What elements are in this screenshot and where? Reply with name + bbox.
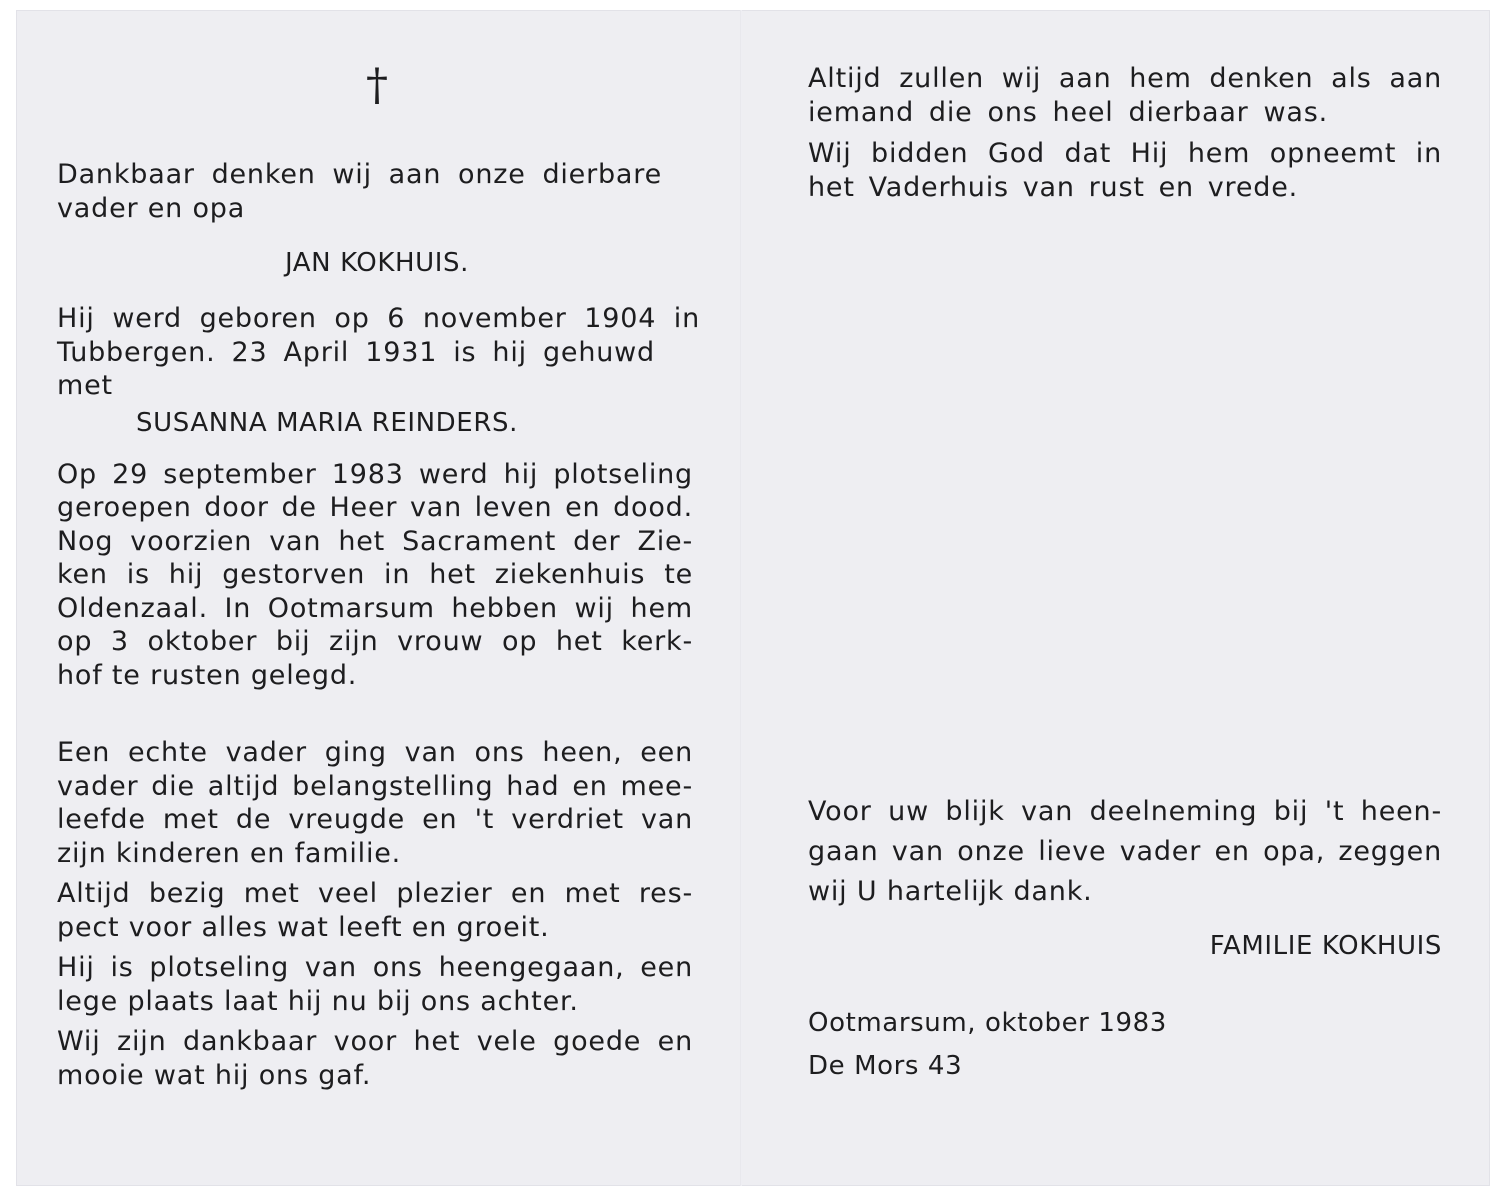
birth-text [57,302,700,403]
tribute-line: Wij zijn dankbaar voor het vele goede en [57,1026,693,1057]
death-line: hof te rusten gelegd. [57,659,358,691]
place-date: Ootmarsum, oktober 1983 [808,1008,1167,1038]
birth-line: Hij werd geboren op 6 november 1904 in [57,303,700,334]
tribute-line: Een echte vader ging van ons heen, een [57,737,693,768]
intro-text [57,158,700,225]
tribute-line: leefde met de vreugde en 't verdriet van [57,804,693,835]
left-panel [57,62,700,1092]
remembrance-line: het Vaderhuis van rust en vrede. [808,171,1298,203]
deceased-name: JAN KOKHUIS. [284,248,470,278]
remembrance-line: iemand die ons heel dierbaar was. [808,96,1328,128]
tribute-line: Hij is plotseling van ons heengegaan, een [57,952,693,983]
birth-line: met [57,370,113,401]
tribute-paragraph [57,736,693,870]
tribute-line: vader die altijd belangstelling had en mee- [57,770,693,802]
remembrance-paragraph [808,62,1442,129]
tribute-paragraph [57,877,693,944]
tribute-paragraph [57,951,693,1018]
death-line: geroepen door de Heer van leven en dood. [57,492,693,523]
death-line: op 3 oktober bij zijn vrouw op het kerk- [57,626,693,657]
family-signature: FAMILIE KOKHUIS [1209,931,1442,961]
birth-line: Tubbergen. 23 April 1931 is hij gehuwd [57,336,655,368]
tribute-line: lege plaats laat hij nu bij ons achter. [57,985,579,1017]
right-panel [808,62,1442,1081]
remembrance-line: Wij bidden God dat Hij hem opneemt in [808,138,1442,169]
tribute-line: zijn kinderen en familie. [57,837,402,869]
death-line: Oldenzaal. In Ootmarsum hebben wij hem [57,592,693,624]
thanks-line: Voor uw blijk van deelneming bij 't heen- [808,796,1442,827]
tribute-text [57,736,693,1092]
intro-line: Dankbaar denken wij aan onze dierbare [57,159,662,190]
thanks-line: gaan van onze lieve vader en opa, zeggen [808,836,1442,867]
spouse-name: SUSANNA MARIA REINDERS. [136,407,518,438]
death-line: ken is hij gestorven in het ziekenhuis te [57,559,693,590]
remembrance-line: Altijd zullen wij aan hem denken als aan [808,63,1442,94]
address: De Mors 43 [808,1051,963,1081]
cross-icon: † [366,60,388,111]
tribute-line: pect voor alles wat leeft en groeit. [57,911,550,943]
intro-line: vader en opa [57,192,246,224]
thanks-text [808,792,1442,912]
remembrance-paragraph [808,137,1442,204]
death-text [57,458,693,693]
tribute-paragraph [57,1025,693,1092]
tribute-line: Altijd bezig met veel plezier en met res- [57,878,693,909]
tribute-line: mooie wat hij ons gaf. [57,1059,372,1091]
death-line: Op 29 september 1983 werd hij plotseling [57,458,693,490]
death-line: Nog voorzien van het Sacrament der Zie- [57,525,693,557]
card-fold [740,10,742,1186]
thanks-line: wij U hartelijk dank. [808,876,1093,907]
